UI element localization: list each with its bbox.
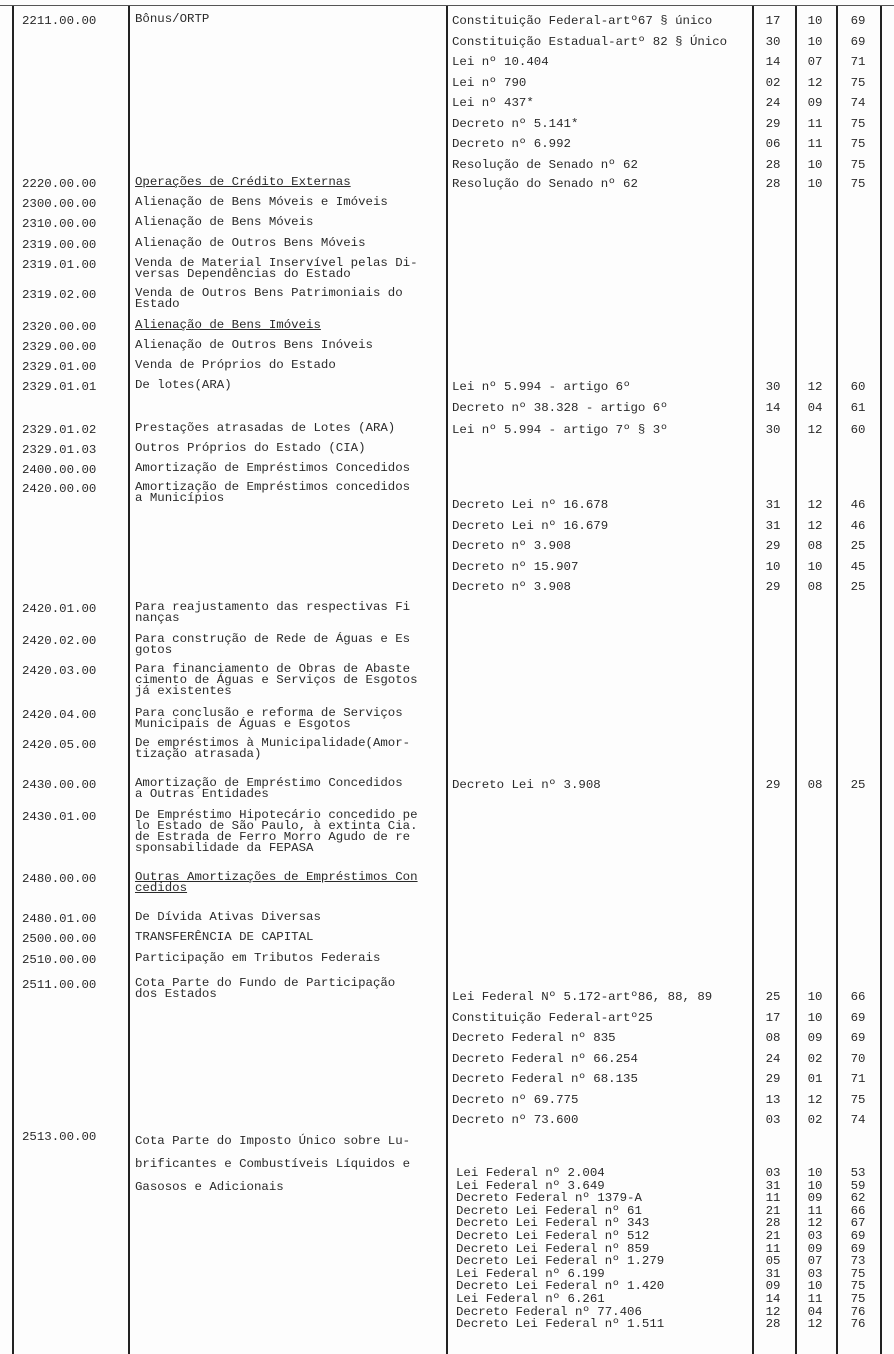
date-day: 30 <box>765 380 781 394</box>
date-year: 46 <box>850 498 866 512</box>
legal-reference: Decreto nº 38.328 - artigo 6º <box>452 400 668 415</box>
date-year: 66 <box>850 1203 866 1218</box>
date-day: 31 <box>765 498 781 512</box>
date-year: 75 <box>850 177 866 191</box>
account-code: 2513.00.00 <box>22 1130 97 1144</box>
date-year: 53 <box>850 1166 866 1180</box>
date-year: 61 <box>850 400 866 415</box>
date-month: 11 <box>807 1203 823 1218</box>
date-year: 70 <box>850 1051 866 1066</box>
date-year: 75 <box>850 116 866 131</box>
account-code: 2500.00.00 <box>22 932 97 946</box>
account-description <box>135 14 445 25</box>
date-day: 12 <box>765 1304 781 1319</box>
date-month: 02 <box>807 1113 823 1127</box>
date-year: 45 <box>850 559 866 574</box>
description-line: Outras Amortizações de Empréstimos Con <box>135 870 418 884</box>
date-day: 21 <box>765 1229 781 1243</box>
account-description <box>135 810 445 854</box>
legal-reference: Decreto nº 3.908 <box>452 580 571 594</box>
account-code: 2319.02.00 <box>22 288 97 302</box>
date-day: 29 <box>765 1072 781 1086</box>
legal-reference: Decreto Federal nº 68.135 <box>452 1072 638 1086</box>
date-year: 59 <box>850 1178 866 1193</box>
account-description <box>135 288 445 310</box>
description-line: a Municípios <box>135 491 225 505</box>
account-code: 2220.00.00 <box>22 177 97 191</box>
account-description <box>135 238 445 249</box>
account-description <box>135 258 445 280</box>
description-line: TRANSFERÊNCIA DE CAPITAL <box>135 930 314 944</box>
date-year: 76 <box>850 1304 866 1319</box>
date-year: 69 <box>850 14 866 28</box>
date-day: 05 <box>765 1254 781 1269</box>
legal-reference: Decreto Lei Federal nº 1.420 <box>456 1279 665 1294</box>
legal-reference: Lei Federal nº 6.199 <box>456 1266 605 1281</box>
column-divider <box>12 6 14 1354</box>
date-year: 67 <box>850 1216 866 1231</box>
description-line: Amortização de Empréstimos Concedidos <box>135 461 411 475</box>
legal-reference: Lei Federal nº 3.649 <box>456 1178 605 1193</box>
date-day: 24 <box>765 96 781 110</box>
account-code: 2420.01.00 <box>22 602 97 616</box>
date-month: 07 <box>807 1254 823 1269</box>
description-line: Alienação de Outros Bens Móveis <box>135 236 366 250</box>
date-year: 76 <box>850 1317 866 1332</box>
date-month: 12 <box>807 518 823 533</box>
legal-reference: Decreto Lei Federal nº 1.511 <box>456 1317 665 1332</box>
description-line: gotos <box>135 643 173 657</box>
date-year: 25 <box>850 580 866 594</box>
description-line: cimento de Águas e Serviços de Esgotos <box>135 673 418 687</box>
account-code: 2420.05.00 <box>22 738 97 752</box>
date-month: 09 <box>807 1031 823 1045</box>
date-day: 14 <box>765 55 781 69</box>
account-code: 2420.04.00 <box>22 708 97 722</box>
date-month: 12 <box>807 1092 823 1107</box>
legal-reference: Decreto Lei Federal nº 512 <box>456 1229 650 1243</box>
date-day: 17 <box>765 1010 781 1025</box>
account-description <box>135 738 445 760</box>
account-code: 2480.00.00 <box>22 872 97 886</box>
account-description <box>135 463 445 474</box>
account-description <box>135 978 445 1000</box>
description-line: Para reajustamento das respectivas Fi <box>135 600 411 614</box>
date-year: 69 <box>850 1229 866 1243</box>
legal-reference: Decreto Lei Federal nº 343 <box>456 1216 650 1231</box>
date-year: 46 <box>850 518 866 533</box>
legal-reference: Resolução de Senado nº 62 <box>452 157 638 172</box>
date-year: 73 <box>850 1254 866 1269</box>
date-month: 10 <box>807 177 823 191</box>
account-code: 2420.02.00 <box>22 634 97 648</box>
date-day: 25 <box>765 990 781 1004</box>
date-year: 71 <box>850 1072 866 1086</box>
description-line: De empréstimos à Municipalidade(Amor- <box>135 736 411 750</box>
account-description <box>135 708 445 730</box>
account-description <box>135 912 445 923</box>
date-month: 11 <box>807 1292 823 1306</box>
account-code: 2480.01.00 <box>22 912 97 926</box>
date-month: 04 <box>807 400 823 415</box>
account-code: 2511.00.00 <box>22 978 97 992</box>
account-description <box>135 778 445 800</box>
date-month: 08 <box>807 580 823 594</box>
legal-reference: Decreto nº 15.907 <box>452 559 579 574</box>
legal-reference: Decreto Lei nº 16.679 <box>452 518 609 533</box>
account-description <box>135 664 445 697</box>
date-day: 28 <box>765 1317 781 1332</box>
account-code: 2329.01.02 <box>22 423 97 437</box>
description-line: De lotes(ARA) <box>135 378 232 392</box>
description-line: lo Estado de São Paulo, à extinta Cia. <box>135 819 418 833</box>
account-code: 2300.00.00 <box>22 197 97 211</box>
account-code: 2420.00.00 <box>22 482 97 496</box>
date-day: 14 <box>765 400 781 415</box>
account-description <box>135 177 445 188</box>
description-line: Alienação de Outros Bens Inóveis <box>135 338 373 352</box>
date-year: 71 <box>850 55 866 69</box>
column-divider <box>128 6 130 1354</box>
date-month: 12 <box>807 1216 823 1231</box>
date-day: 09 <box>765 1279 781 1294</box>
date-year: 69 <box>850 1031 866 1045</box>
date-month: 10 <box>807 1178 823 1193</box>
column-divider <box>446 6 448 1354</box>
date-day: 03 <box>765 1113 781 1127</box>
description-line: Amortização de Empréstimos concedidos <box>135 480 411 494</box>
date-year: 69 <box>850 1241 866 1256</box>
date-month: 09 <box>807 1241 823 1256</box>
description-line: dos Estados <box>135 987 217 1001</box>
description-line: Alienação de Bens Móveis e Imóveis <box>135 195 388 209</box>
date-month: 10 <box>807 559 823 574</box>
date-month: 10 <box>807 157 823 172</box>
date-month: 09 <box>807 96 823 110</box>
legal-reference: Lei nº 5.994 - artigo 6º <box>452 380 631 394</box>
date-day: 29 <box>765 580 781 594</box>
date-day: 28 <box>765 177 781 191</box>
description-line: Para conclusão e reforma de Serviços <box>135 706 403 720</box>
date-month: 10 <box>807 14 823 28</box>
legal-reference: Decreto Lei nº 16.678 <box>452 498 609 512</box>
account-description <box>135 320 445 331</box>
date-day: 17 <box>765 14 781 28</box>
date-year: 75 <box>850 75 866 90</box>
date-month: 10 <box>807 1279 823 1294</box>
date-day: 28 <box>765 1216 781 1231</box>
account-code: 2430.00.00 <box>22 778 97 792</box>
column-divider <box>836 6 838 1354</box>
date-month: 07 <box>807 55 823 69</box>
date-month: 11 <box>807 137 823 151</box>
account-code: 2430.01.00 <box>22 810 97 824</box>
legal-reference: Decreto Federal nº 66.254 <box>452 1051 638 1066</box>
date-month: 12 <box>807 380 823 394</box>
date-month: 02 <box>807 1051 823 1066</box>
account-code: 2420.03.00 <box>22 664 97 678</box>
account-description <box>135 423 445 434</box>
account-code: 2329.01.00 <box>22 360 97 374</box>
legal-reference: Decreto Federal nº 835 <box>452 1031 616 1045</box>
date-day: 03 <box>765 1166 781 1180</box>
date-day: 31 <box>765 1178 781 1193</box>
date-month: 10 <box>807 34 823 49</box>
date-day: 11 <box>765 1241 781 1256</box>
date-day: 24 <box>765 1051 781 1066</box>
date-year: 60 <box>850 423 866 437</box>
date-year: 75 <box>850 1292 866 1306</box>
description-line: Venda de Próprios do Estado <box>135 358 336 372</box>
date-day: 28 <box>765 157 781 172</box>
description-line: Amortização de Empréstimo Concedidos <box>135 776 403 790</box>
date-year: 25 <box>850 539 866 553</box>
date-year: 75 <box>850 157 866 172</box>
date-month: 08 <box>807 539 823 553</box>
legal-reference: Decreto nº 73.600 <box>452 1113 579 1127</box>
date-day: 29 <box>765 539 781 553</box>
legal-reference: Decreto nº 6.992 <box>452 137 571 151</box>
date-year: 75 <box>850 137 866 151</box>
legal-reference: Decreto Federal nº 1379-A <box>456 1191 642 1206</box>
account-description <box>135 602 445 624</box>
account-code: 2329.01.03 <box>22 443 97 457</box>
date-month: 12 <box>807 423 823 437</box>
legal-reference: Lei nº 5.994 - artigo 7º § 3º <box>452 423 668 437</box>
description-line: De Empréstimo Hipotecário concedido pe <box>135 808 418 822</box>
account-code: 2319.01.00 <box>22 258 97 272</box>
date-year: 60 <box>850 380 866 394</box>
date-day: 21 <box>765 1203 781 1218</box>
description-line: Municipais de Águas e Esgotos <box>135 717 351 731</box>
description-line: já existentes <box>135 684 232 698</box>
date-year: 69 <box>850 1010 866 1025</box>
account-description <box>135 380 445 391</box>
description-line: Outros Próprios do Estado (CIA) <box>135 441 366 455</box>
date-month: 04 <box>807 1304 823 1319</box>
account-code: 2320.00.00 <box>22 320 97 334</box>
account-description <box>135 217 445 228</box>
account-description <box>135 953 445 964</box>
date-day: 13 <box>765 1092 781 1107</box>
date-day: 11 <box>765 1191 781 1206</box>
legal-reference: Decreto Lei nº 3.908 <box>452 778 601 792</box>
legal-reference: Decreto nº 5.141* <box>452 116 579 131</box>
legal-reference: Decreto Lei Federal nº 61 <box>456 1203 642 1218</box>
legal-reference: Lei Federal nº 2.004 <box>456 1166 605 1180</box>
description-line: sponsabilidade da FEPASA <box>135 841 314 855</box>
date-year: 74 <box>850 96 866 110</box>
date-day: 08 <box>765 1031 781 1045</box>
description-line: a Outras Entidades <box>135 787 269 801</box>
legal-reference: Decreto nº 3.908 <box>452 539 571 553</box>
legal-reference: Decreto Lei Federal nº 859 <box>456 1241 650 1256</box>
account-description <box>135 932 445 943</box>
account-code: 2400.00.00 <box>22 463 97 477</box>
account-code: 2329.01.01 <box>22 380 97 394</box>
date-month: 03 <box>807 1229 823 1243</box>
description-line: tização atrasada) <box>135 747 262 761</box>
date-day: 31 <box>765 518 781 533</box>
date-day: 30 <box>765 423 781 437</box>
account-description <box>135 1130 445 1199</box>
date-day: 06 <box>765 137 781 151</box>
account-description <box>135 482 445 504</box>
date-month: 10 <box>807 1010 823 1025</box>
description-line: Para financiamento de Obras de Abaste <box>135 662 411 676</box>
date-month: 10 <box>807 990 823 1004</box>
description-line: versas Dependências do Estado <box>135 267 351 281</box>
description-line: nanças <box>135 611 180 625</box>
account-description <box>135 340 445 351</box>
date-month: 11 <box>807 116 823 131</box>
date-day: 14 <box>765 1292 781 1306</box>
account-description <box>135 197 445 208</box>
date-year: 25 <box>850 778 866 792</box>
account-description <box>135 360 445 371</box>
legal-reference: Lei nº 437* <box>452 96 534 110</box>
description-line: Cota Parte do Imposto Único sobre Lu- <box>135 1134 411 1148</box>
account-code: 2211.00.00 <box>22 14 97 28</box>
account-description <box>135 872 445 894</box>
date-month: 09 <box>807 1191 823 1206</box>
date-day: 02 <box>765 75 781 90</box>
description-line: Alienação de Bens Imóveis <box>135 318 321 332</box>
legal-reference: Lei Federal nº 6.261 <box>456 1292 605 1306</box>
date-month: 01 <box>807 1072 823 1086</box>
description-line: Alienação de Bens Móveis <box>135 215 314 229</box>
legal-reference: Constituição Federal-artº25 <box>452 1010 653 1025</box>
account-code: 2329.00.00 <box>22 340 97 354</box>
date-year: 74 <box>850 1113 866 1127</box>
account-description <box>135 634 445 656</box>
legal-reference: Resolução do Senado nº 62 <box>452 177 638 191</box>
date-month: 12 <box>807 1317 823 1332</box>
legal-reference: Decreto nº 69.775 <box>452 1092 579 1107</box>
legal-reference: Decreto Lei Federal nº 1.279 <box>456 1254 665 1269</box>
column-divider <box>880 6 882 1354</box>
description-line: cedidos <box>135 881 188 895</box>
date-year: 75 <box>850 1092 866 1107</box>
date-day: 29 <box>765 116 781 131</box>
description-line: brificantes e Combustíveis Líquidos e <box>135 1157 411 1171</box>
date-day: 31 <box>765 1266 781 1281</box>
date-year: 66 <box>850 990 866 1004</box>
legal-reference: Lei nº 10.404 <box>452 55 549 69</box>
description-line: de Estrada de Ferro Morro Agudo de re <box>135 830 411 844</box>
date-month: 08 <box>807 778 823 792</box>
description-line: Prestações atrasadas de Lotes (ARA) <box>135 421 396 435</box>
legal-reference: Decreto Federal nº 77.406 <box>456 1304 642 1319</box>
date-day: 10 <box>765 559 781 574</box>
description-line: Venda de Outros Bens Patrimoniais do <box>135 286 403 300</box>
description-line: De Dívida Ativas Diversas <box>135 910 321 924</box>
date-day: 30 <box>765 34 781 49</box>
date-month: 12 <box>807 75 823 90</box>
description-line: Participação em Tributos Federais <box>135 951 381 965</box>
account-code: 2510.00.00 <box>22 953 97 967</box>
date-month: 12 <box>807 498 823 512</box>
legal-reference: Lei Federal Nº 5.172-artº86, 88, 89 <box>452 990 713 1004</box>
date-year: 62 <box>850 1191 866 1206</box>
description-line: Operações de Crédito Externas <box>135 175 351 189</box>
date-year: 69 <box>850 34 866 49</box>
description-line: Cota Parte do Fundo de Participação <box>135 976 396 990</box>
description-line: Bônus/ORTP <box>135 12 210 26</box>
account-code: 2310.00.00 <box>22 217 97 231</box>
date-month: 10 <box>807 1166 823 1180</box>
description-line: Gasosos e Adicionais <box>135 1180 284 1194</box>
description-line: Venda de Material Inservível pelas Di- <box>135 256 418 270</box>
column-divider <box>752 6 754 1354</box>
legal-reference: Lei nº 790 <box>452 75 527 90</box>
date-year: 75 <box>850 1279 866 1294</box>
account-code: 2319.00.00 <box>22 238 97 252</box>
legal-reference: Constituição Federal-artº67 § único <box>452 14 713 28</box>
account-description <box>135 443 445 454</box>
description-line: Para construção de Rede de Águas e Es <box>135 632 411 646</box>
column-divider <box>795 6 797 1354</box>
legal-reference: Constituição Estadual-artº 82 § Único <box>452 34 728 49</box>
date-month: 03 <box>807 1266 823 1281</box>
date-day: 29 <box>765 778 781 792</box>
description-line: Estado <box>135 297 180 311</box>
date-year: 75 <box>850 1266 866 1281</box>
